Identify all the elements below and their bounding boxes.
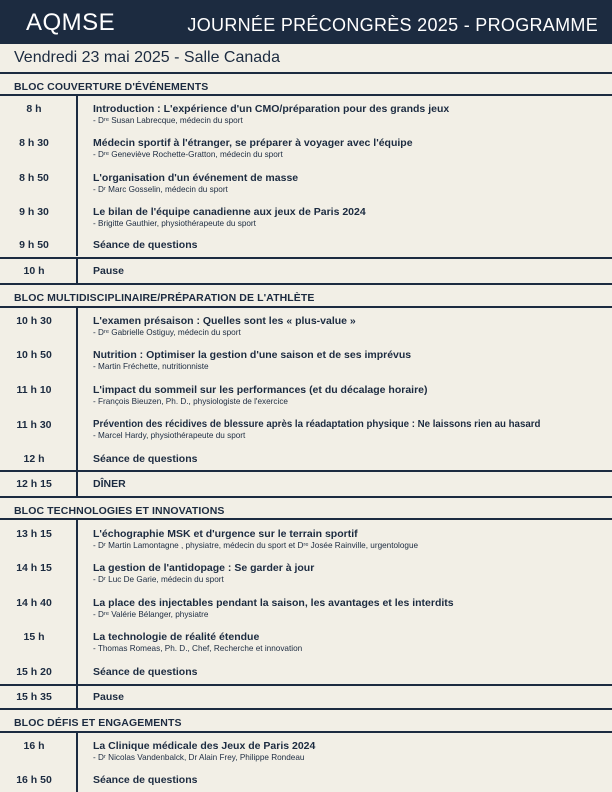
divider	[0, 496, 612, 498]
timeline-line	[76, 259, 78, 283]
item-time: 15 h	[23, 631, 45, 643]
break-title: Pause	[93, 691, 124, 703]
item-speaker: - Dʳ Luc De Garie, médecin du sport	[93, 575, 224, 584]
item-title: L'échographie MSK et d'urgence sur le terrain sportif	[93, 528, 358, 540]
item-title: Séance de questions	[93, 239, 198, 251]
header-bar	[0, 0, 612, 44]
item-title: Séance de questions	[93, 453, 198, 465]
item-speaker: - Dʳ Marc Gosselin, médecin du sport	[93, 185, 228, 194]
item-title: Médecin sportif à l'étranger, se préparer à voyager avec l'équipe	[93, 137, 413, 149]
bloc-title: BLOC DÉFIS ET ENGAGEMENTS	[14, 717, 182, 729]
divider	[0, 94, 612, 96]
divider	[0, 470, 612, 472]
item-time: 8 h 30	[19, 137, 49, 149]
item-title: La technologie de réalité étendue	[93, 631, 260, 643]
item-title: Prévention des récidives de blessure après la réadaptation physique : Ne laissons rien au hasard	[93, 419, 541, 430]
item-time: 8 h 50	[19, 172, 49, 184]
divider	[0, 684, 612, 686]
item-title: L'examen présaison : Quelles sont les « plus-value »	[93, 315, 356, 327]
timeline-line	[76, 686, 78, 708]
item-time: 10 h 50	[16, 349, 52, 361]
item-title: Séance de questions	[93, 774, 198, 786]
bloc-title: BLOC MULTIDISCIPLINAIRE/PRÉPARATION DE L'ATHLÈTE	[14, 292, 315, 304]
item-title: Séance de questions	[93, 666, 198, 678]
item-speaker: - Dʳ Nicolas Vandenbalck, Dr Alain Frey, Philippe Rondeau	[93, 753, 305, 762]
bloc-title: BLOC COUVERTURE D'ÉVÉNEMENTS	[14, 81, 209, 93]
item-title: La place des injectables pendant la saison, les avantages et les interdits	[93, 597, 454, 609]
item-time: 13 h 15	[16, 528, 52, 540]
item-speaker: - Dʳ Martin Lamontagne , physiatre, médecin du sport et Dʳᵉ Josée Rainville, urgentologue	[93, 541, 419, 550]
item-title: L'impact du sommeil sur les performances (et du décalage horaire)	[93, 384, 428, 396]
item-speaker: - François Bieuzen, Ph. D., physiologiste de l'exercice	[93, 397, 288, 406]
timeline-line	[76, 96, 78, 256]
item-time: 16 h 50	[16, 774, 52, 786]
item-time: 14 h 40	[16, 597, 52, 609]
divider	[0, 306, 612, 308]
logo: AQMSE	[26, 9, 116, 36]
break-time: 15 h 35	[16, 691, 52, 703]
break-time: 10 h	[23, 265, 45, 277]
item-title: Le bilan de l'équipe canadienne aux jeux de Paris 2024	[93, 206, 366, 218]
timeline-line	[76, 733, 78, 792]
item-time: 14 h 15	[16, 562, 52, 574]
item-speaker: - Marcel Hardy, physiothérapeute du sport	[93, 431, 246, 440]
page-title: JOURNÉE PRÉCONGRÈS 2025 - PROGRAMME	[187, 15, 598, 35]
divider	[0, 731, 612, 733]
divider	[0, 283, 612, 285]
break-title: Pause	[93, 265, 124, 277]
date-line: Vendredi 23 mai 2025 - Salle Canada	[14, 49, 280, 66]
timeline-line	[76, 308, 78, 470]
item-speaker: - Dʳᵉ Geneviève Rochette-Gratton, médecin du sport	[93, 150, 283, 159]
item-title: La Clinique médicale des Jeux de Paris 2024	[93, 740, 316, 752]
timeline-line	[76, 472, 78, 496]
item-title: Introduction : L'expérience d'un CMO/préparation pour des grands jeux	[93, 103, 450, 115]
break-title: DÎNER	[93, 478, 126, 490]
item-time: 11 h 30	[16, 419, 52, 431]
item-speaker: - Dʳᵉ Susan Labrecque, médecin du sport	[93, 116, 243, 125]
divider	[0, 708, 612, 710]
divider	[0, 518, 612, 520]
item-time: 9 h 30	[19, 206, 49, 218]
item-speaker: - Dʳᵉ Gabrielle Ostiguy, médecin du sport	[93, 328, 241, 337]
divider	[0, 72, 612, 74]
item-speaker: - Dʳᵉ Valérie Bélanger, physiatre	[93, 610, 209, 619]
item-speaker: - Brigitte Gauthier, physiothérapeute du sport	[93, 219, 256, 228]
item-title: La gestion de l'antidopage : Se garder à jour	[93, 562, 315, 574]
item-speaker: - Martin Fréchette, nutritionniste	[93, 362, 209, 371]
item-time: 10 h 30	[16, 315, 52, 327]
bloc-title: BLOC TECHNOLOGIES ET INNOVATIONS	[14, 505, 225, 517]
break-time: 12 h 15	[16, 478, 52, 490]
item-speaker: - Thomas Romeas, Ph. D., Chef, Recherche et innovation	[93, 644, 303, 653]
item-title: L'organisation d'un événement de masse	[93, 172, 299, 184]
item-time: 11 h 10	[16, 384, 52, 396]
item-title: Nutrition : Optimiser la gestion d'une saison et de ses imprévus	[93, 349, 412, 361]
divider	[0, 257, 612, 259]
item-time: 15 h 20	[16, 666, 52, 678]
item-time: 12 h	[23, 453, 45, 465]
item-time: 16 h	[23, 740, 45, 752]
item-time: 9 h 50	[19, 239, 49, 251]
timeline-line	[76, 520, 78, 684]
item-time: 8 h	[26, 103, 42, 115]
